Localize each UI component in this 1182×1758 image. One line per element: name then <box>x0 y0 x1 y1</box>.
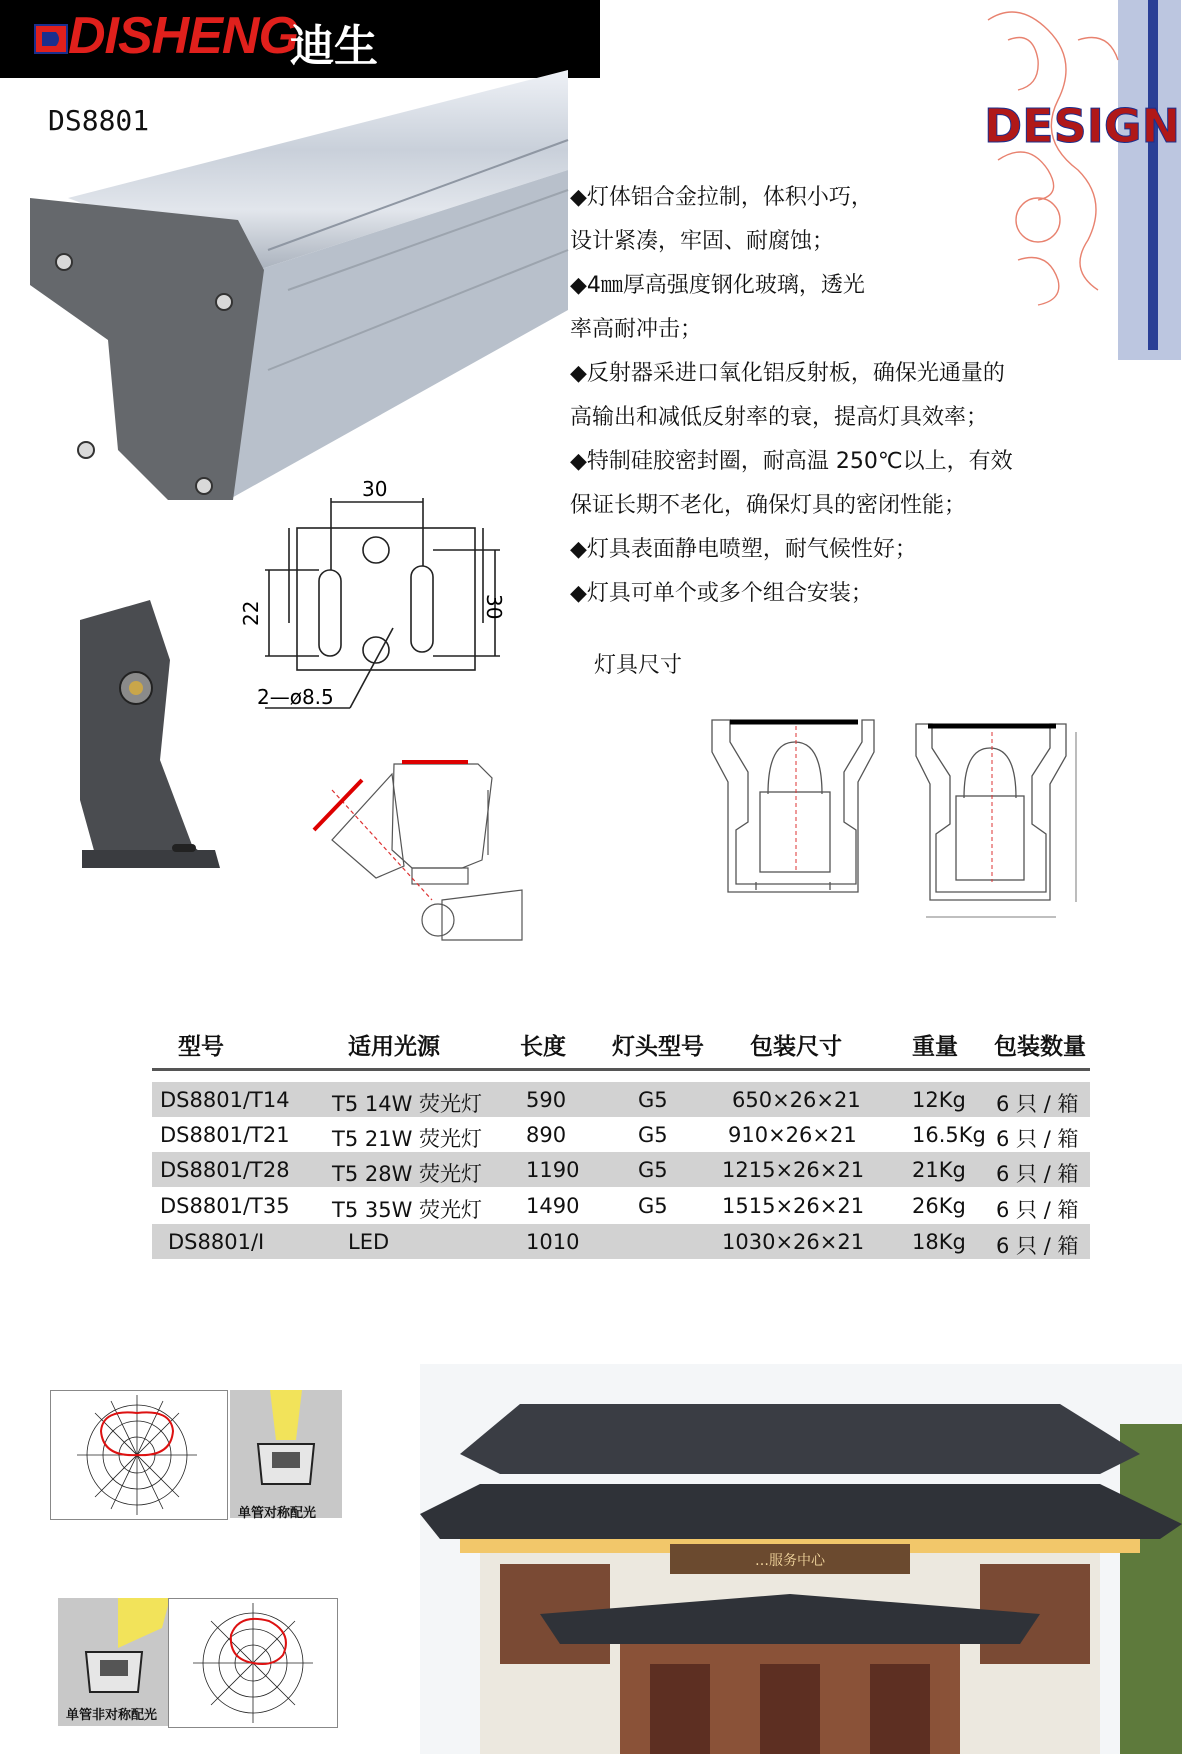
brand-logo-icon <box>32 20 70 58</box>
col-header-package-size: 包装尺寸 <box>750 1034 842 1060</box>
product-photo <box>28 80 560 510</box>
cell-holder: G5 <box>638 1158 668 1182</box>
cell-package-size: 650×26×21 <box>732 1088 861 1112</box>
light-distribution-diagram-1 <box>50 1390 228 1520</box>
cell-weight: 21Kg <box>912 1158 966 1182</box>
cell-source: T5 28W 荧光灯 <box>332 1162 483 1186</box>
light-distribution-diagram-2 <box>168 1598 338 1728</box>
feature-line: 率高耐冲击； <box>570 317 703 342</box>
feature-line: ◆灯具可单个或多个组合安装； <box>570 581 873 606</box>
table-row <box>152 1224 1090 1259</box>
cell-package-size: 1215×26×21 <box>722 1158 865 1182</box>
col-header-model: 型号 <box>178 1034 224 1060</box>
table-row <box>152 1188 1090 1223</box>
building-sign-text: …服务中心 <box>755 1553 825 1569</box>
cell-holder: G5 <box>638 1088 668 1112</box>
col-header-light-source: 适用光源 <box>348 1034 440 1060</box>
brand-name: DISHENG <box>68 7 298 65</box>
cell-source: T5 21W 荧光灯 <box>332 1127 483 1151</box>
col-header-length: 长度 <box>520 1034 566 1060</box>
col-header-package-qty: 包装数量 <box>994 1034 1086 1060</box>
feature-list <box>570 176 1090 616</box>
application-building-photo <box>420 1364 1182 1754</box>
cell-qty: 6 只 / 箱 <box>996 1234 1079 1258</box>
cell-source: LED <box>348 1230 390 1254</box>
cell-holder: G5 <box>638 1194 668 1218</box>
tilted-section-drawing <box>292 750 552 950</box>
feature-line: 高输出和减低反射率的衰，提高灯具效率； <box>570 405 989 430</box>
hole-note-label: 2—ø8.5 <box>257 685 334 709</box>
cell-weight: 12Kg <box>912 1088 966 1112</box>
feature-line: ◆灯具表面静电喷塑，耐气候性好； <box>570 537 917 562</box>
cell-model: DS8801/T21 <box>160 1123 290 1147</box>
cell-package-size: 1515×26×21 <box>722 1194 865 1218</box>
col-header-lamp-holder: 灯头型号 <box>612 1034 704 1060</box>
cell-weight: 18Kg <box>912 1230 966 1254</box>
feature-line: ◆特制硅胶密封圈，耐高温 250℃以上，有效 <box>570 449 1013 474</box>
cell-model: DS8801/I <box>168 1230 265 1254</box>
cell-length: 890 <box>526 1123 567 1147</box>
table-row <box>152 1117 1090 1152</box>
dimension-title: 灯具尺寸 <box>594 653 683 678</box>
cell-length: 1190 <box>526 1158 580 1182</box>
cell-qty: 6 只 / 箱 <box>996 1162 1079 1186</box>
feature-line: 保证长期不老化，确保灯具的密闭性能； <box>570 493 967 518</box>
cell-model: DS8801/T35 <box>160 1194 290 1218</box>
table-row <box>152 1152 1090 1187</box>
cell-model: DS8801/T28 <box>160 1158 290 1182</box>
cell-holder: G5 <box>638 1123 668 1147</box>
cell-package-size: 1030×26×21 <box>722 1230 865 1254</box>
bracket-drawing <box>239 477 515 728</box>
dim-left-label: 22 <box>239 600 263 626</box>
cell-length: 1010 <box>526 1230 580 1254</box>
asymmetric-beam-caption: 单管非对称配光 <box>66 1708 158 1723</box>
cell-model: DS8801/T14 <box>160 1088 290 1112</box>
cell-source: T5 35W 荧光灯 <box>332 1198 483 1222</box>
cell-qty: 6 只 / 箱 <box>996 1127 1079 1151</box>
table-row <box>152 1082 1090 1117</box>
feature-line: 设计紧凑，牢固、耐腐蚀； <box>570 229 835 254</box>
cell-qty: 6 只 / 箱 <box>996 1198 1079 1222</box>
feature-line: ◆4㎜厚高强度钢化玻璃，透光 <box>570 273 865 298</box>
cross-section-drawing-2 <box>906 712 1090 927</box>
cell-length: 590 <box>526 1088 567 1112</box>
feature-line: ◆反射器采进口氧化铝反射板，确保光通量的 <box>570 361 1005 386</box>
cell-package-size: 910×26×21 <box>728 1123 857 1147</box>
spec-table-header <box>152 1022 1092 1066</box>
symmetric-beam-caption: 单管对称配光 <box>238 1506 317 1521</box>
table-divider <box>152 1068 1090 1071</box>
mounting-bracket-photo <box>70 600 230 870</box>
symmetric-beam-icon <box>230 1390 342 1518</box>
cell-weight: 26Kg <box>912 1194 966 1218</box>
cell-weight: 16.5Kg <box>912 1123 986 1147</box>
deco-design-text: DESIGN <box>984 99 1181 153</box>
dim-top-label: 30 <box>362 477 388 501</box>
cell-qty: 6 只 / 箱 <box>996 1092 1079 1116</box>
dim-right-label: 30 <box>482 594 506 620</box>
cell-length: 1490 <box>526 1194 580 1218</box>
brand-chinese-name: 迪生 <box>290 21 378 72</box>
cell-source: T5 14W 荧光灯 <box>332 1092 483 1116</box>
cross-section-drawing-1 <box>708 712 878 902</box>
col-header-weight: 重量 <box>912 1034 958 1060</box>
model-number: DS8801 <box>48 104 150 137</box>
feature-line: ◆灯体铝合金拉制，体积小巧， <box>570 185 873 210</box>
